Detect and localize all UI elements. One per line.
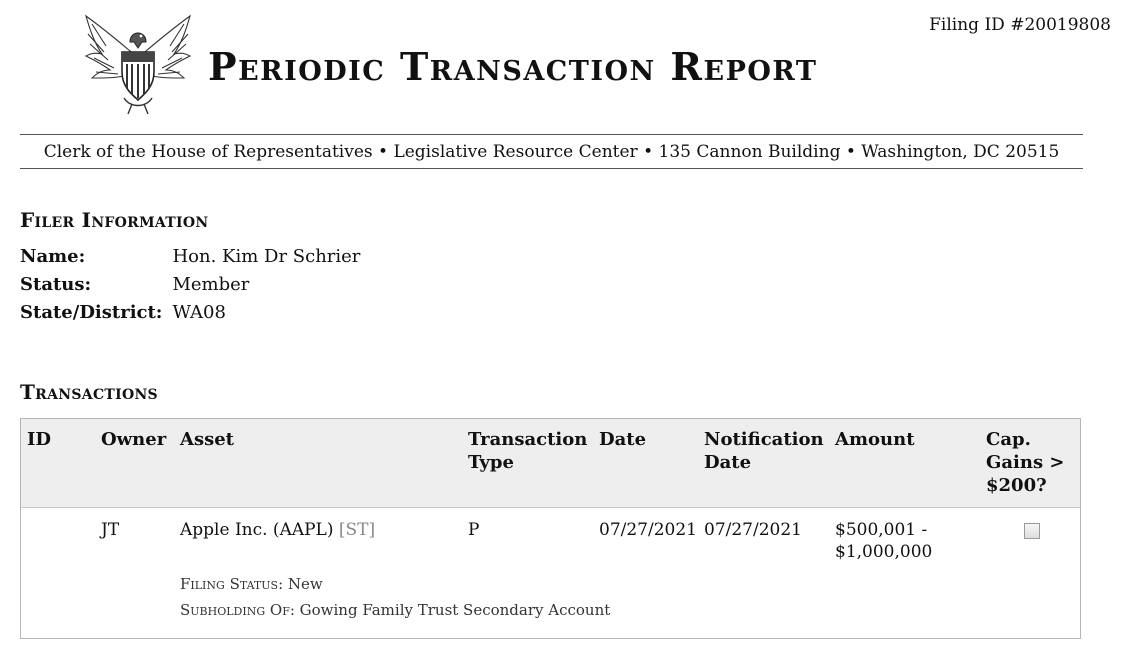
filing-status-label: Filing Status: xyxy=(180,575,284,593)
row-filing-status xyxy=(180,575,323,593)
col-header-transaction-type xyxy=(468,428,587,474)
row-amount xyxy=(835,519,932,563)
cap-gains-checkbox[interactable] xyxy=(1024,523,1040,539)
col-header-id: ID xyxy=(27,429,52,450)
row-asset-name: Apple Inc. (AAPL) xyxy=(180,520,334,540)
page-title: Periodic Transaction Report xyxy=(208,44,818,89)
filer-district-value: WA08 xyxy=(172,302,226,323)
clerk-address-line: Clerk of the House of Representatives • Legislative Resource Center • 135 Cannon Building • Washington, DC 20515 xyxy=(43,142,1060,162)
filer-info-table xyxy=(20,246,360,330)
filer-name-value: Hon. Kim Dr Schrier xyxy=(172,246,361,267)
filer-status-label: Status: xyxy=(20,274,92,295)
filing-id: Filing ID #20019808 xyxy=(929,15,1111,35)
row-amount-line2: $1,000,000 xyxy=(835,542,933,562)
transactions-table xyxy=(20,418,1081,639)
col-header-cap-line2: Gains > xyxy=(986,452,1065,473)
filer-status-row xyxy=(20,274,360,302)
row-transaction-type: P xyxy=(468,520,480,540)
col-header-amount: Amount xyxy=(835,429,915,450)
filing-status-value: New xyxy=(287,575,323,593)
row-notification-date: 07/27/2021 xyxy=(704,520,802,540)
row-amount-line1: $500,001 - xyxy=(835,520,928,540)
col-header-cap-line3: $200? xyxy=(986,475,1047,496)
row-asset-tag: [ST] xyxy=(338,520,376,540)
filer-status-value: Member xyxy=(172,274,250,295)
col-header-transaction-type-line2: Type xyxy=(468,452,514,473)
row-asset xyxy=(180,519,375,541)
col-header-notification-line1: Notification xyxy=(704,429,824,450)
col-header-date: Date xyxy=(599,429,647,450)
eagle-seal-icon xyxy=(80,12,196,116)
transactions-heading: Transactions xyxy=(20,380,158,404)
filer-district-row xyxy=(20,302,360,330)
col-header-transaction-type-line1: Transaction xyxy=(468,429,588,450)
row-owner: JT xyxy=(101,520,120,540)
filer-information-heading: Filer Information xyxy=(20,208,209,232)
col-header-owner: Owner xyxy=(101,429,167,450)
filer-district-label: State/District: xyxy=(20,302,163,323)
divider-top xyxy=(20,134,1083,135)
col-header-asset: Asset xyxy=(180,429,234,450)
transactions-header-row xyxy=(21,419,1080,508)
col-header-cap-gains xyxy=(986,428,1064,497)
col-header-notification-line2: Date xyxy=(704,452,752,473)
subholding-value: Gowing Family Trust Secondary Account xyxy=(299,601,611,619)
subholding-label: Subholding Of: xyxy=(180,601,295,619)
divider-bottom xyxy=(20,168,1083,169)
col-header-cap-line1: Cap. xyxy=(986,429,1031,450)
row-subholding xyxy=(180,601,610,619)
col-header-notification-date xyxy=(704,428,824,474)
row-date: 07/27/2021 xyxy=(599,520,697,540)
filer-name-row xyxy=(20,246,360,274)
filer-name-label: Name: xyxy=(20,246,86,267)
